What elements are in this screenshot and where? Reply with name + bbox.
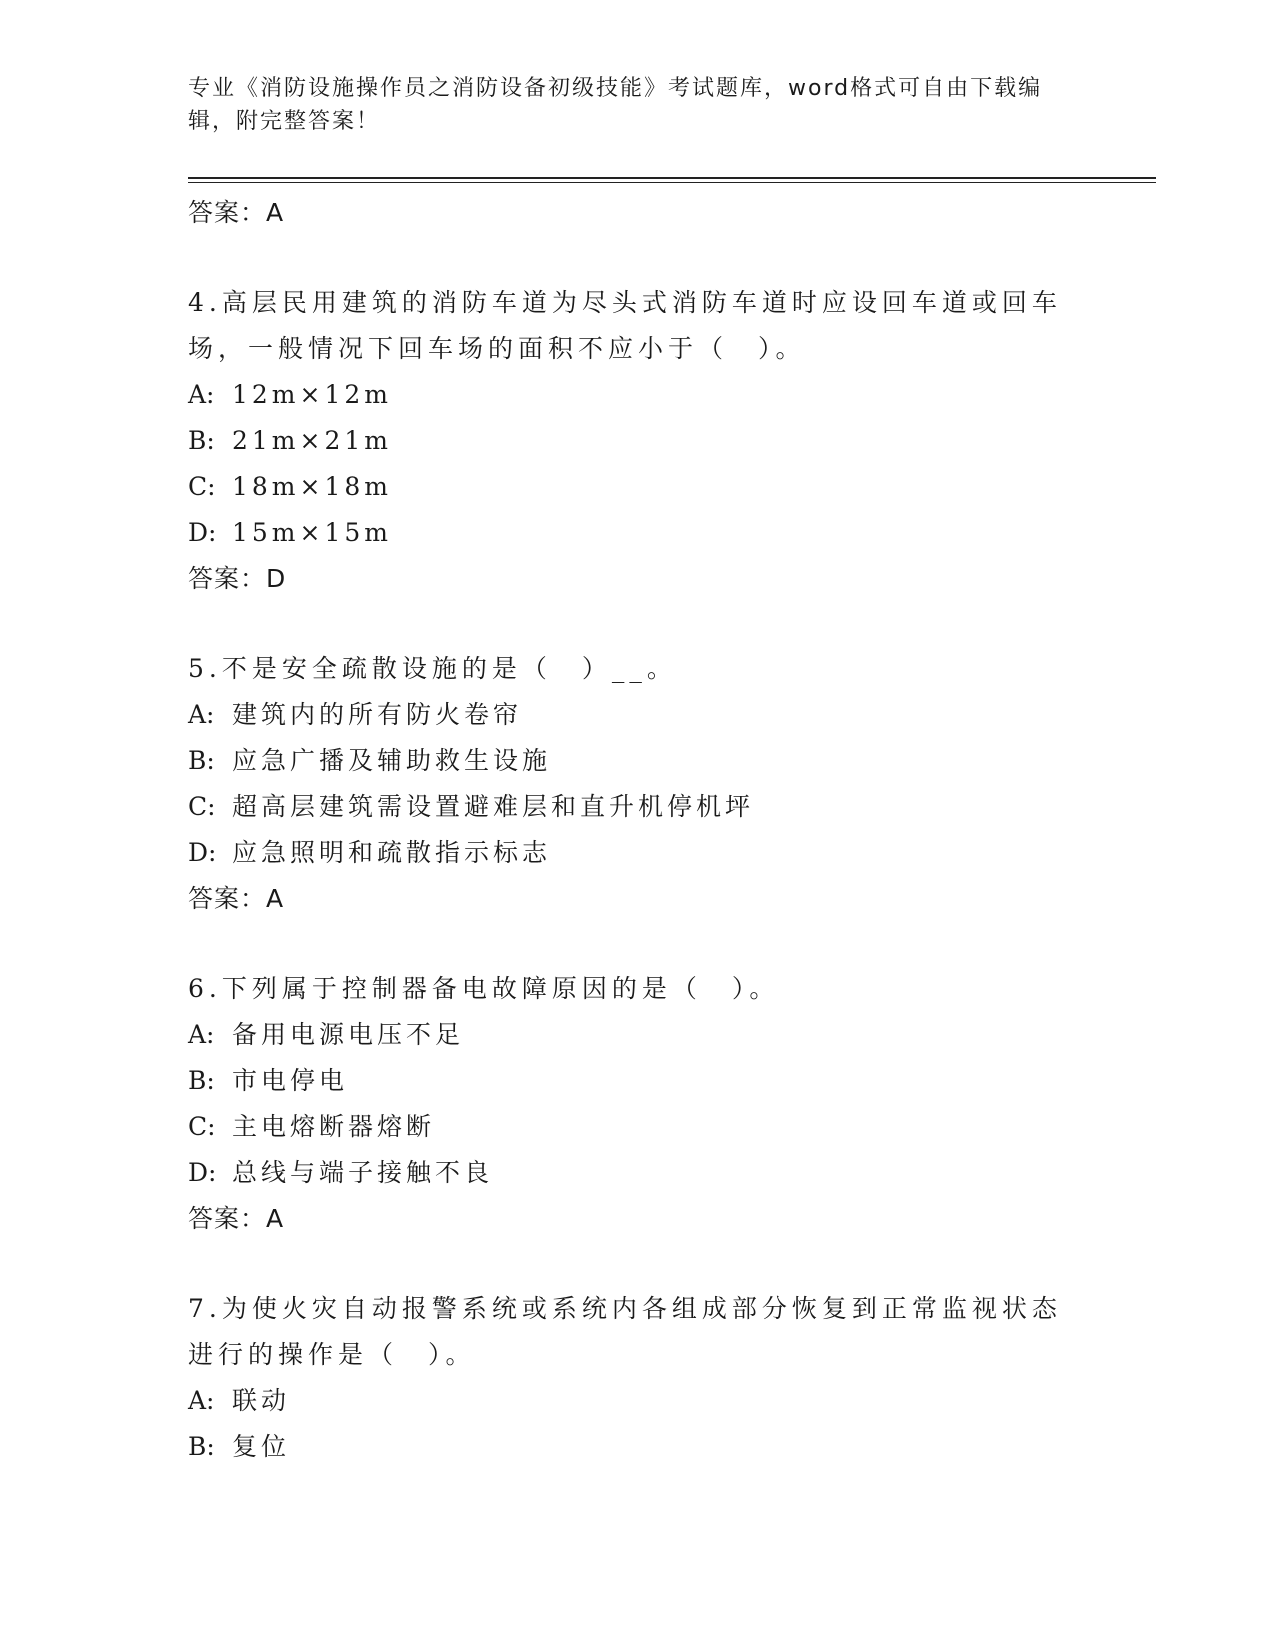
option-b [188, 738, 1088, 784]
option-b [188, 1424, 1088, 1470]
option-label: B: [188, 746, 215, 775]
option-c [188, 464, 1088, 510]
header-text: 专业《消防设施操作员之消防设备初级技能》考试题库，word格式可自由下载编辑，附完整答案！ [188, 76, 1043, 134]
option-label: C: [188, 792, 216, 821]
option-text: 应急照明和疏散指示标志 [232, 838, 552, 867]
option-text: 备用电源电压不足 [232, 1020, 465, 1049]
option-d [188, 510, 1088, 556]
option-b [188, 418, 1088, 464]
option-text: 超高层建筑需设置避难层和直升机停机坪 [232, 792, 755, 821]
option-text: 建筑内的所有防火卷帘 [232, 700, 523, 729]
option-label: D: [188, 518, 217, 547]
option-text: 总线与端子接触不良 [232, 1158, 494, 1187]
header-rule-thin [188, 182, 1156, 183]
question-4 [188, 280, 1088, 602]
option-a [188, 1378, 1088, 1424]
answer-prev-question: 答案：A [188, 198, 285, 227]
option-text: 12m×12m [232, 380, 392, 409]
option-label: C: [188, 1112, 216, 1141]
option-a [188, 692, 1088, 738]
option-label: B: [188, 1066, 215, 1095]
header-rule-thick [188, 177, 1156, 179]
option-label: C: [188, 472, 216, 501]
option-d [188, 830, 1088, 876]
option-b [188, 1058, 1088, 1104]
question-text: 4.高层民用建筑的消防车道为尽头式消防车道时应设回车道或回车场，一般情况下回车场的面积不应小于（ ）。 [188, 288, 1062, 363]
option-text: 联动 [232, 1386, 291, 1415]
question-list [188, 190, 1088, 1470]
option-text: 18m×18m [232, 472, 392, 501]
option-label: B: [188, 426, 215, 455]
option-text: 15m×15m [232, 518, 392, 547]
option-label: B: [188, 1432, 215, 1461]
option-text: 复位 [232, 1432, 291, 1461]
question-6 [188, 966, 1088, 1242]
option-a [188, 1012, 1088, 1058]
answer: 答案：D [188, 564, 287, 593]
option-c [188, 1104, 1088, 1150]
option-a [188, 372, 1088, 418]
option-label: A: [188, 1020, 215, 1049]
option-label: A: [188, 380, 215, 409]
option-c [188, 784, 1088, 830]
question-5 [188, 646, 1088, 922]
option-text: 21m×21m [232, 426, 392, 455]
option-text: 市电停电 [232, 1066, 349, 1095]
question-7 [188, 1286, 1088, 1470]
question-text: 7.为使火灾自动报警系统或系统内各组成部分恢复到正常监视状态进行的操作是（ ）。 [188, 1294, 1062, 1369]
option-label: A: [188, 700, 215, 729]
document-header [188, 72, 1068, 138]
option-text: 应急广播及辅助救生设施 [232, 746, 552, 775]
answer: 答案：A [188, 1204, 285, 1233]
option-label: A: [188, 1386, 215, 1415]
option-label: D: [188, 838, 217, 867]
answer: 答案：A [188, 884, 285, 913]
option-d [188, 1150, 1088, 1196]
question-text: 6.下列属于控制器备电故障原因的是（ ）。 [188, 974, 780, 1003]
option-label: D: [188, 1158, 217, 1187]
question-text: 5.不是安全疏散设施的是（ ）__。 [188, 654, 677, 683]
option-text: 主电熔断器熔断 [232, 1112, 436, 1141]
